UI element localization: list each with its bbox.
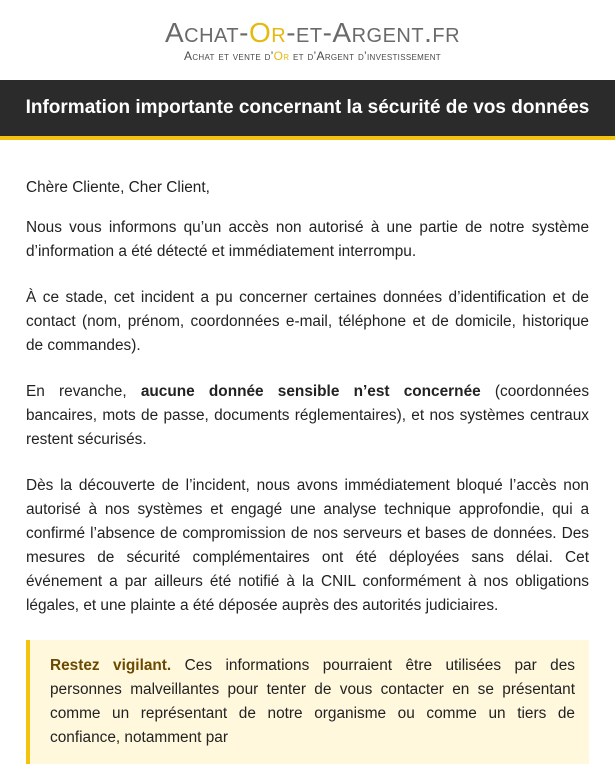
title-banner [0,80,615,140]
tagline-part1: Achat et vente d’ [184,48,274,63]
logo-tagline [174,49,441,63]
paragraph-no-sensitive-data [26,380,589,452]
tagline-gold: Or [273,48,290,63]
tagline-part3: et d’Argent d’investissement [289,48,441,63]
p3-bold-text: aucune donnée sensible n’est concernée [140,383,481,400]
paragraph-data-concerned: À ce stade, cet incident a pu concerner certaines données d’identification et de contact (nom, prénom, coordonnées e-mail, téléphone et de domicile, historique de commandes). [26,289,589,354]
logo-text-part1: Achat- [164,16,249,48]
greeting: Chère Cliente, Cher Client, [26,179,210,196]
logo-header[interactable] [0,0,615,80]
p3-text-after: (coordonnées bancaires, mots de passe, documents réglementaires), et nos systèmes centraux restent sécurisés. [26,383,590,448]
alert-text: Ces informations pourraient être utilisées par des personnes malveillantes pour tenter de vous contacter en se présentant comme un représentant de notre organisme ou comme un tiers de confiance, notamment par [50,657,575,746]
site-logo[interactable] [155,18,460,48]
email-body [0,140,615,764]
vigilance-alert-box [26,640,589,764]
alert-title: Restez vigilant. [50,657,172,674]
paragraph-measures: Dès la découverte de l’incident, nous avons immédiatement bloqué l’accès non autorisé à nos systèmes et engagé une analyse technique approfondie, qui a confirmé l’absence de compromission de nos serveurs et bases de données. Des mesures de sécurité complémentaires ont été déployées sans délai. Cet événement a par ailleurs été notifié à la CNIL conformément à nos obligations légales, et une plainte a été déposée auprès des autorités judiciaires. [26,477,589,614]
logo-text-gold: Or [248,16,287,48]
p3-text-before: En revanche, [26,383,141,400]
page-title: Information importante concernant la sécurité de vos données [25,97,590,118]
logo-text-part3: -et-Argent.fr [286,16,461,48]
paragraph-intrusion: Nous vous informons qu’un accès non autorisé à une partie de notre système d’information a été détecté et immédiatement interrompu. [26,219,589,260]
